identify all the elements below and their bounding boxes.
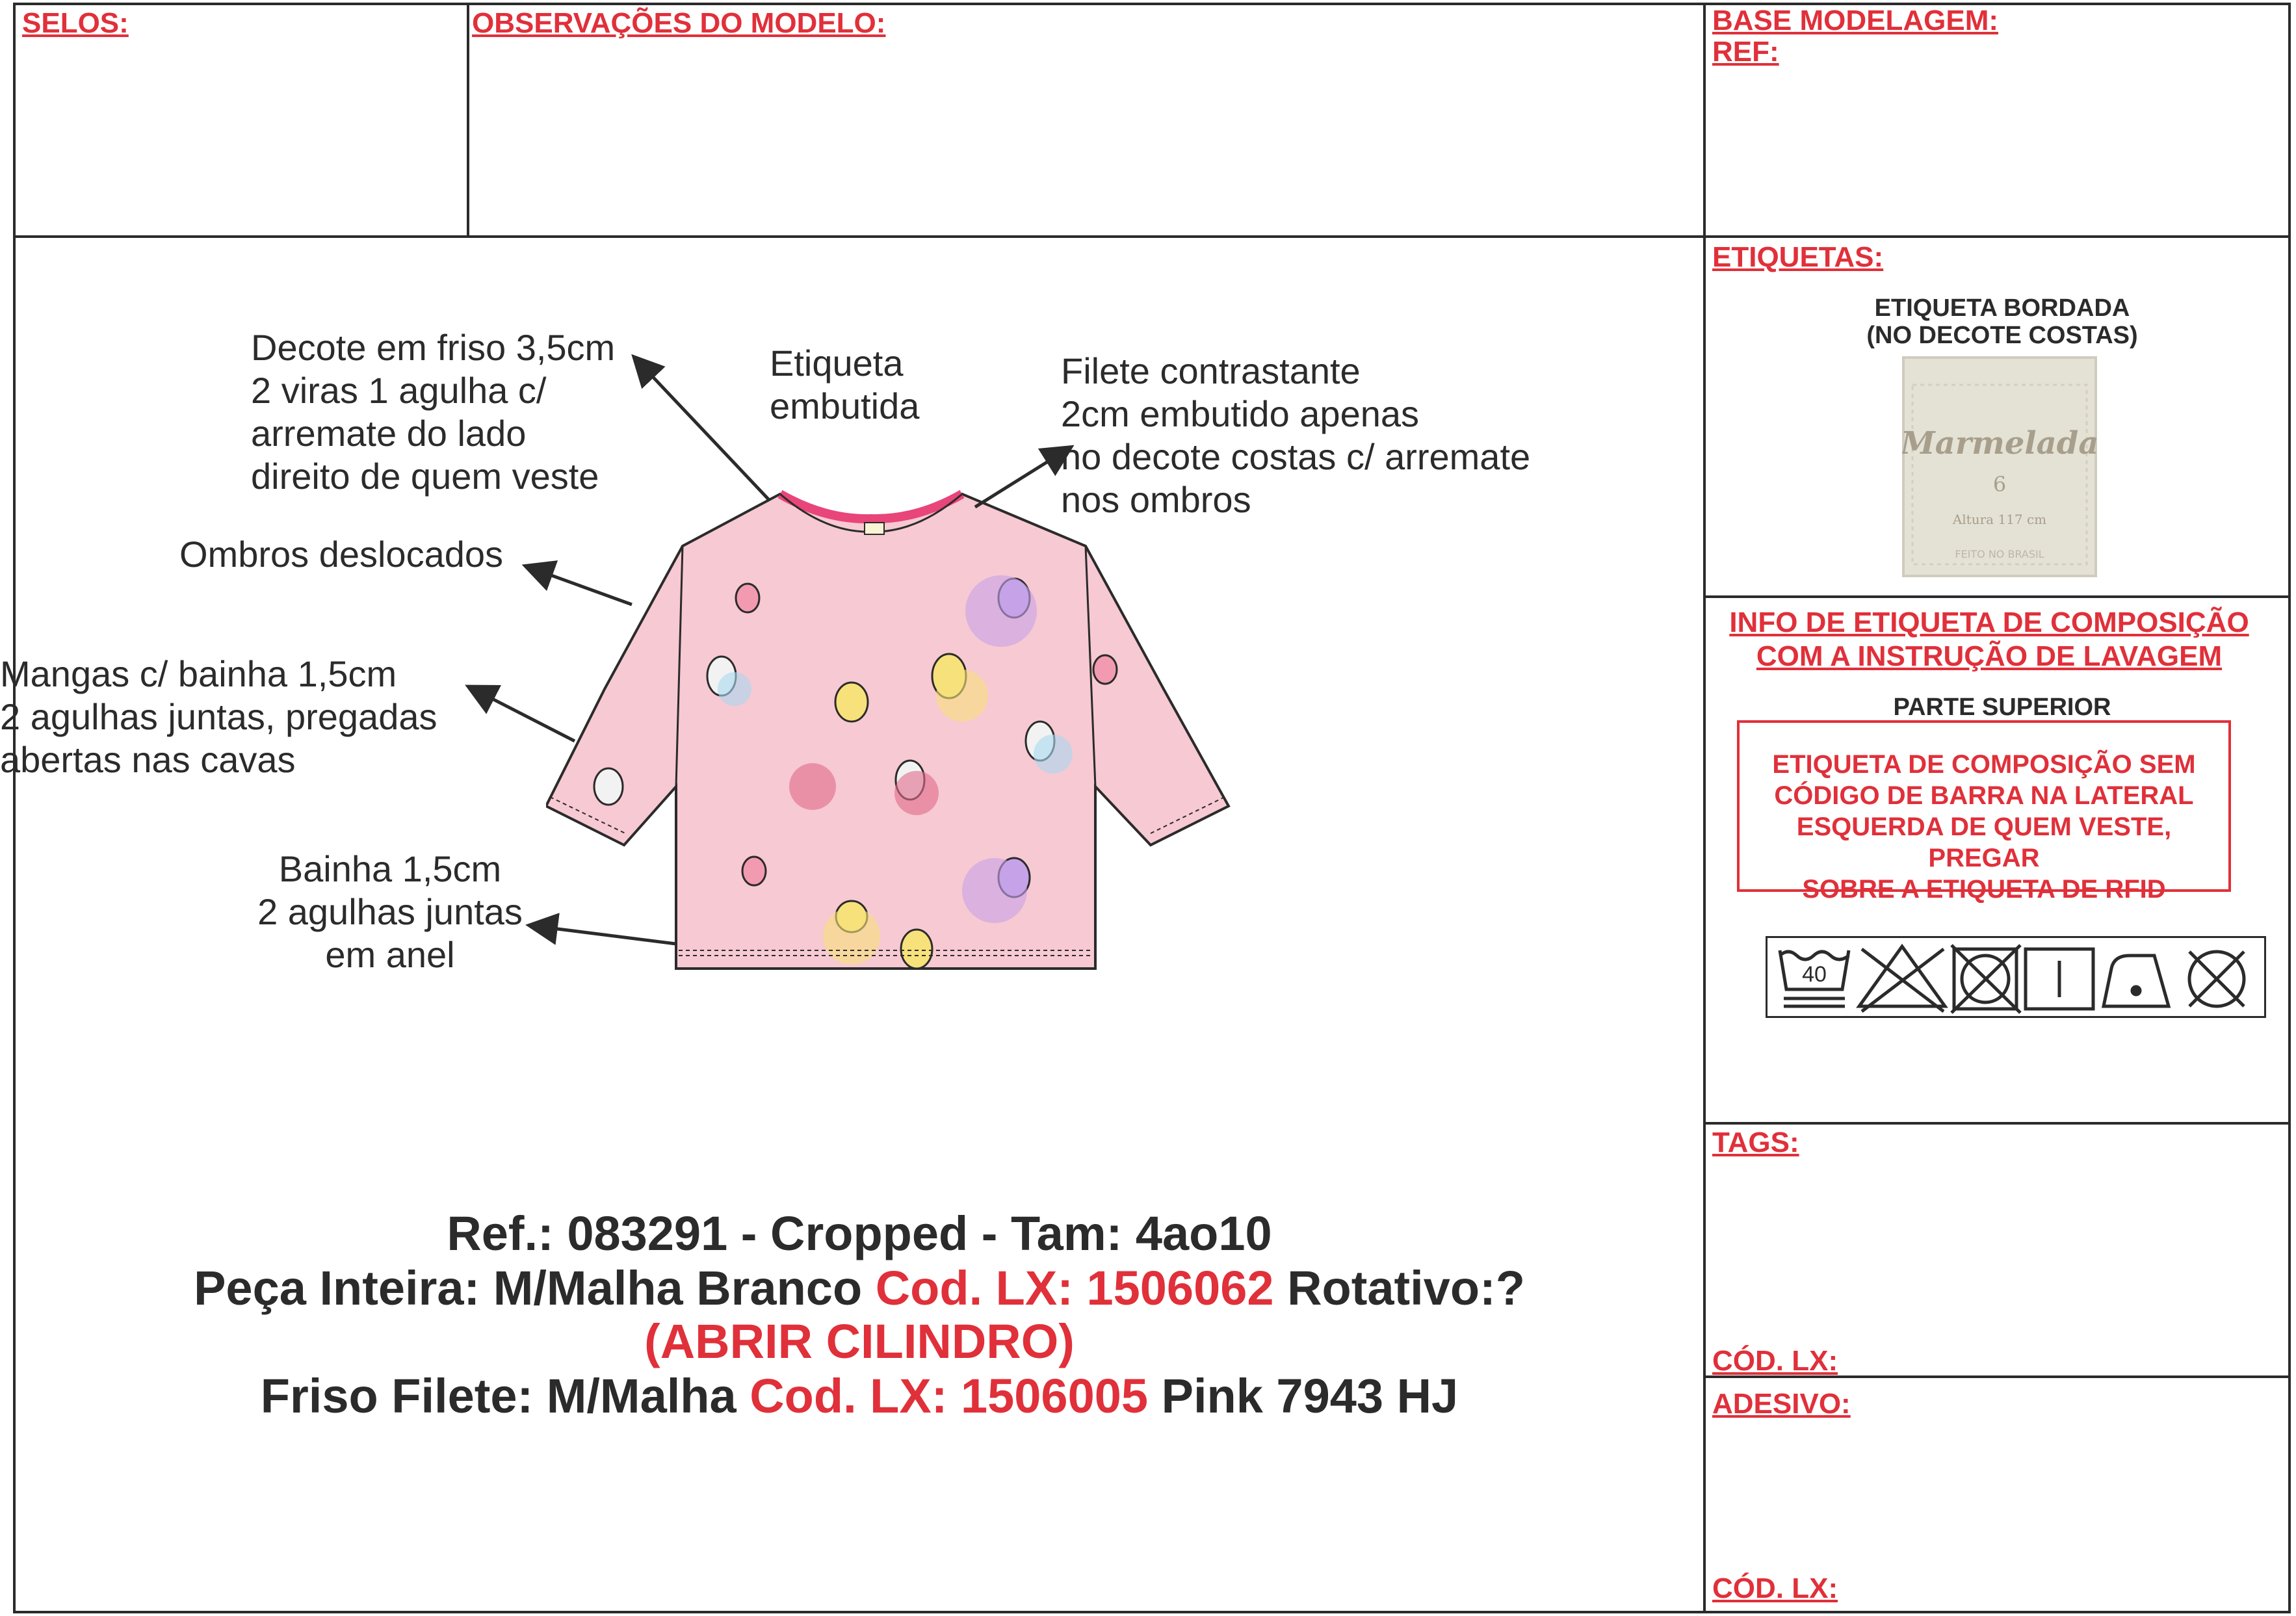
note-line: Bainha 1,5cm [278,848,502,889]
label-altura: Altura 117 cm [1952,512,2047,527]
label-size: 6 [1992,472,2007,497]
spec-ref: Ref.: 083291 - Cropped - Tam: 4ao10 [447,1206,1272,1260]
note-line: Mangas c/ bainha 1,5cm [0,653,397,694]
note-line: Etiqueta [770,343,904,384]
no-dry-clean-icon [2189,952,2244,1006]
tags-cod-label: CÓD. LX: [1712,1345,1838,1377]
divider-h-tags [1703,1122,2291,1125]
ref-label: REF: [1712,36,1779,68]
wash-temp: 40 [1802,962,1827,987]
base-modelagem-label: BASE MODELAGEM: [1712,5,1998,36]
spec-friso-color: Pink 7943 HJ [1148,1369,1459,1423]
note-line: direito de quem veste [251,456,599,497]
composicao-box-line: SOBRE A ETIQUETA DE RFID [1802,875,2166,904]
no-tumble-dry-icon [1951,945,2020,1013]
spec-abrir: (ABRIR CILINDRO) [644,1314,1075,1368]
no-bleach-icon [1859,946,1945,1011]
composicao-box-line: ETIQUETA DE COMPOSIÇÃO SEM [1772,750,2196,779]
composicao-title-line1: INFO DE ETIQUETA DE COMPOSIÇÃO [1729,606,2249,638]
spec-friso [16,1369,1703,1424]
wash-40-icon [1780,950,1849,1006]
spec-peca [16,1261,1703,1316]
tags-label: TAGS: [1712,1127,1799,1158]
woven-label-image [1902,356,2097,577]
note-line: Filete contrastante [1061,350,1361,391]
divider-v-right [1703,3,1706,1613]
adesivo-cod-label: CÓD. LX: [1712,1572,1838,1604]
note-bainha [247,848,533,976]
spec-peca-text: Peça Inteira: M/Malha Branco [194,1261,876,1315]
note-line: no decote costas c/ arremate [1061,436,1531,477]
note-line: abertas nas cavas [0,739,296,780]
selos-label: SELOS: [22,7,129,39]
divider-h-etiquetas [1703,595,2291,598]
line-dry-icon [2026,949,2093,1009]
note-line: 2 agulhas juntas, pregadas [0,696,437,737]
etiquetas-label: ETIQUETAS: [1712,241,1884,273]
note-decote [251,326,615,498]
composicao-box-line: ESQUERDA DE QUEM VESTE, PREGAR [1796,813,2172,872]
note-etiqueta [770,342,919,428]
composicao-box [1737,720,2231,904]
note-line: 2 agulhas juntas [257,891,523,932]
note-filete [1061,350,1530,521]
label-feito: FEITO NO BRASIL [1955,548,2044,560]
note-mangas [0,653,437,781]
spec-peca-cod: Cod. LX: 1506062 [875,1261,1274,1315]
spec-peca-rotativo: Rotativo:? [1273,1261,1525,1315]
composicao-box-line: CÓDIGO DE BARRA NA LATERAL [1774,781,2194,810]
observacoes-label: OBSERVAÇÕES DO MODELO: [472,7,886,39]
iron-low-icon [2104,956,2169,1006]
note-ombros [179,533,503,576]
composicao-title-line2: COM A INSTRUÇÃO DE LAVAGEM [1756,640,2223,672]
note-line: 2 viras 1 agulha c/ [251,370,547,411]
etiqueta-bordada-line1: ETIQUETA BORDADA [1874,294,2130,322]
label-brand: Marmelada [1902,425,2097,462]
note-line: em anel [325,934,455,975]
spec-friso-cod: Cod. LX: 1506005 [750,1369,1149,1423]
etiqueta-bordada-line2: (NO DECOTE COSTAS) [1866,322,2138,349]
note-line: embutida [770,385,920,426]
note-line: Ombros deslocados [179,534,504,575]
adesivo-label: ADESIVO: [1712,1388,1851,1420]
spec-friso-text: Friso Filete: M/Malha [260,1369,750,1423]
note-line: 2cm embutido apenas [1061,393,1420,434]
note-line: Decote em friso 3,5cm [251,327,616,368]
parte-superior: PARTE SUPERIOR [1893,694,2111,721]
care-symbols [1766,936,2266,1018]
note-line: arremate do lado [251,413,527,454]
note-line: nos ombros [1061,479,1251,520]
